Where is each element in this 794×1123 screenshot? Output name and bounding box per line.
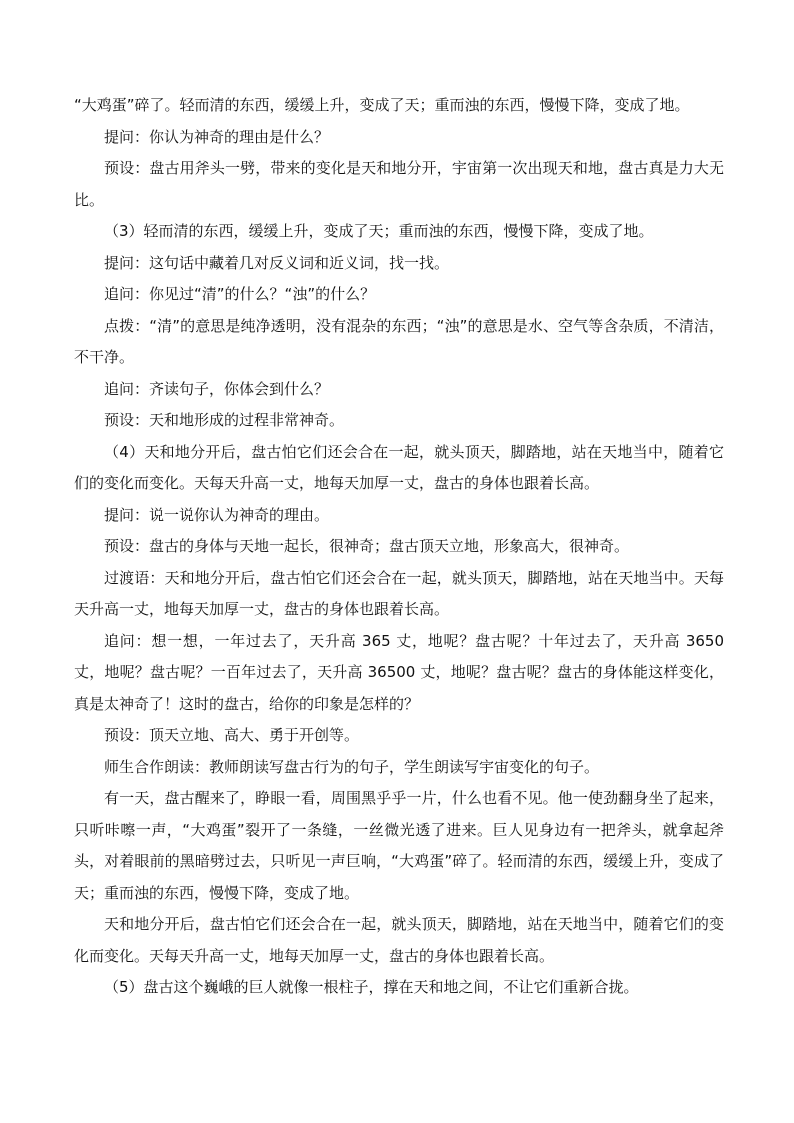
paragraph-1: “大鸡蛋”碎了。轻而清的东西，缓缓上升，变成了天；重而浊的东西，慢慢下降，变成了地。 (74, 96, 690, 114)
paragraph-2: 提问：你认为神奇的理由是什么？ (104, 127, 330, 146)
paragraph-10: （4）天和地分开后，盘古怕它们还会合在一起，就头顶天，脚踏地，站在天地当中，随着它们的变化而变化。天每天升高一丈，地每天加厚一丈，盘古的身体也跟着长高。 (74, 442, 724, 492)
paragraph-5: 提问：这句话中藏着几对反义词和近义词，找一找。 (104, 253, 450, 272)
paragraph-13: 过渡语：天和地分开后，盘古怕它们还会合在一起，就头顶天，脚踏地，站在天地当中。天每天升高一丈，地每天加厚一丈，盘古的身体也跟着长高。 (74, 568, 724, 618)
paragraph-6: 追问：你见过“清”的什么？“浊”的什么？ (104, 285, 376, 303)
paragraph-12: 预设：盘古的身体与天地一起长，很神奇；盘古顶天立地，形象高大，很神奇。 (104, 537, 630, 555)
paragraph-19: （5）盘古这个巍峨的巨人就像一根柱子，撑在天和地之间，不让它们重新合拢。 (104, 978, 639, 996)
paragraph-14: 追问：想一想，一年过去了，天升高 365 丈，地呢？盘古呢？十年过去了，天升高 3650 丈，地呢？盘古呢？一百年过去了，天升高 36500 丈，地呢？盘古呢？盘古的身体能这样变化，真是太神奇了！这时的盘古，给你的印象是怎样的？ (74, 631, 724, 713)
document-body (74, 90, 724, 1004)
paragraph-16: 师生合作朗读：教师朗读写盘古行为的句子，学生朗读写宇宙变化的句子。 (104, 757, 600, 776)
paragraph-7: 点拨：“清”的意思是纯净透明，没有混杂的东西；“浊”的意思是水、空气等含杂质，不清洁，不干净。 (74, 316, 724, 366)
paragraph-4: （3）轻而清的东西，缓缓上升，变成了天；重而浊的东西，慢慢下降，变成了地。 (104, 222, 654, 240)
paragraph-11: 提问：说一说你认为神奇的理由。 (104, 505, 330, 524)
paragraph-3: 预设：盘古用斧头一劈，带来的变化是天和地分开，宇宙第一次出现天和地，盘古真是力大无比。 (74, 159, 724, 209)
paragraph-9: 预设：天和地形成的过程非常神奇。 (104, 411, 345, 429)
paragraph-18: 天和地分开后，盘古怕它们还会合在一起，就头顶天，脚踏地，站在天地当中，随着它们的变化而变化。天每天升高一丈，地每天加厚一丈，盘古的身体也跟着长高。 (74, 915, 724, 965)
paragraph-17: 有一天，盘古醒来了，睁眼一看，周围黑乎乎一片，什么也看不见。他一使劲翻身坐了起来，只听咔嚓一声，“大鸡蛋”裂开了一条缝，一丝微光透了进来。巨人见身边有一把斧头，就拿起斧头，对着眼前的黑暗劈过去，只听见一声巨响，“大鸡蛋”碎了。轻而清的东西，缓缓上升，变成了天；重而浊的东西，慢慢下降，变成了地。 (74, 789, 724, 902)
paragraph-15: 预设：顶天立地、高大、勇于开创等。 (104, 726, 360, 744)
paragraph-8: 追问：齐读句子，你体会到什么？ (104, 379, 330, 398)
